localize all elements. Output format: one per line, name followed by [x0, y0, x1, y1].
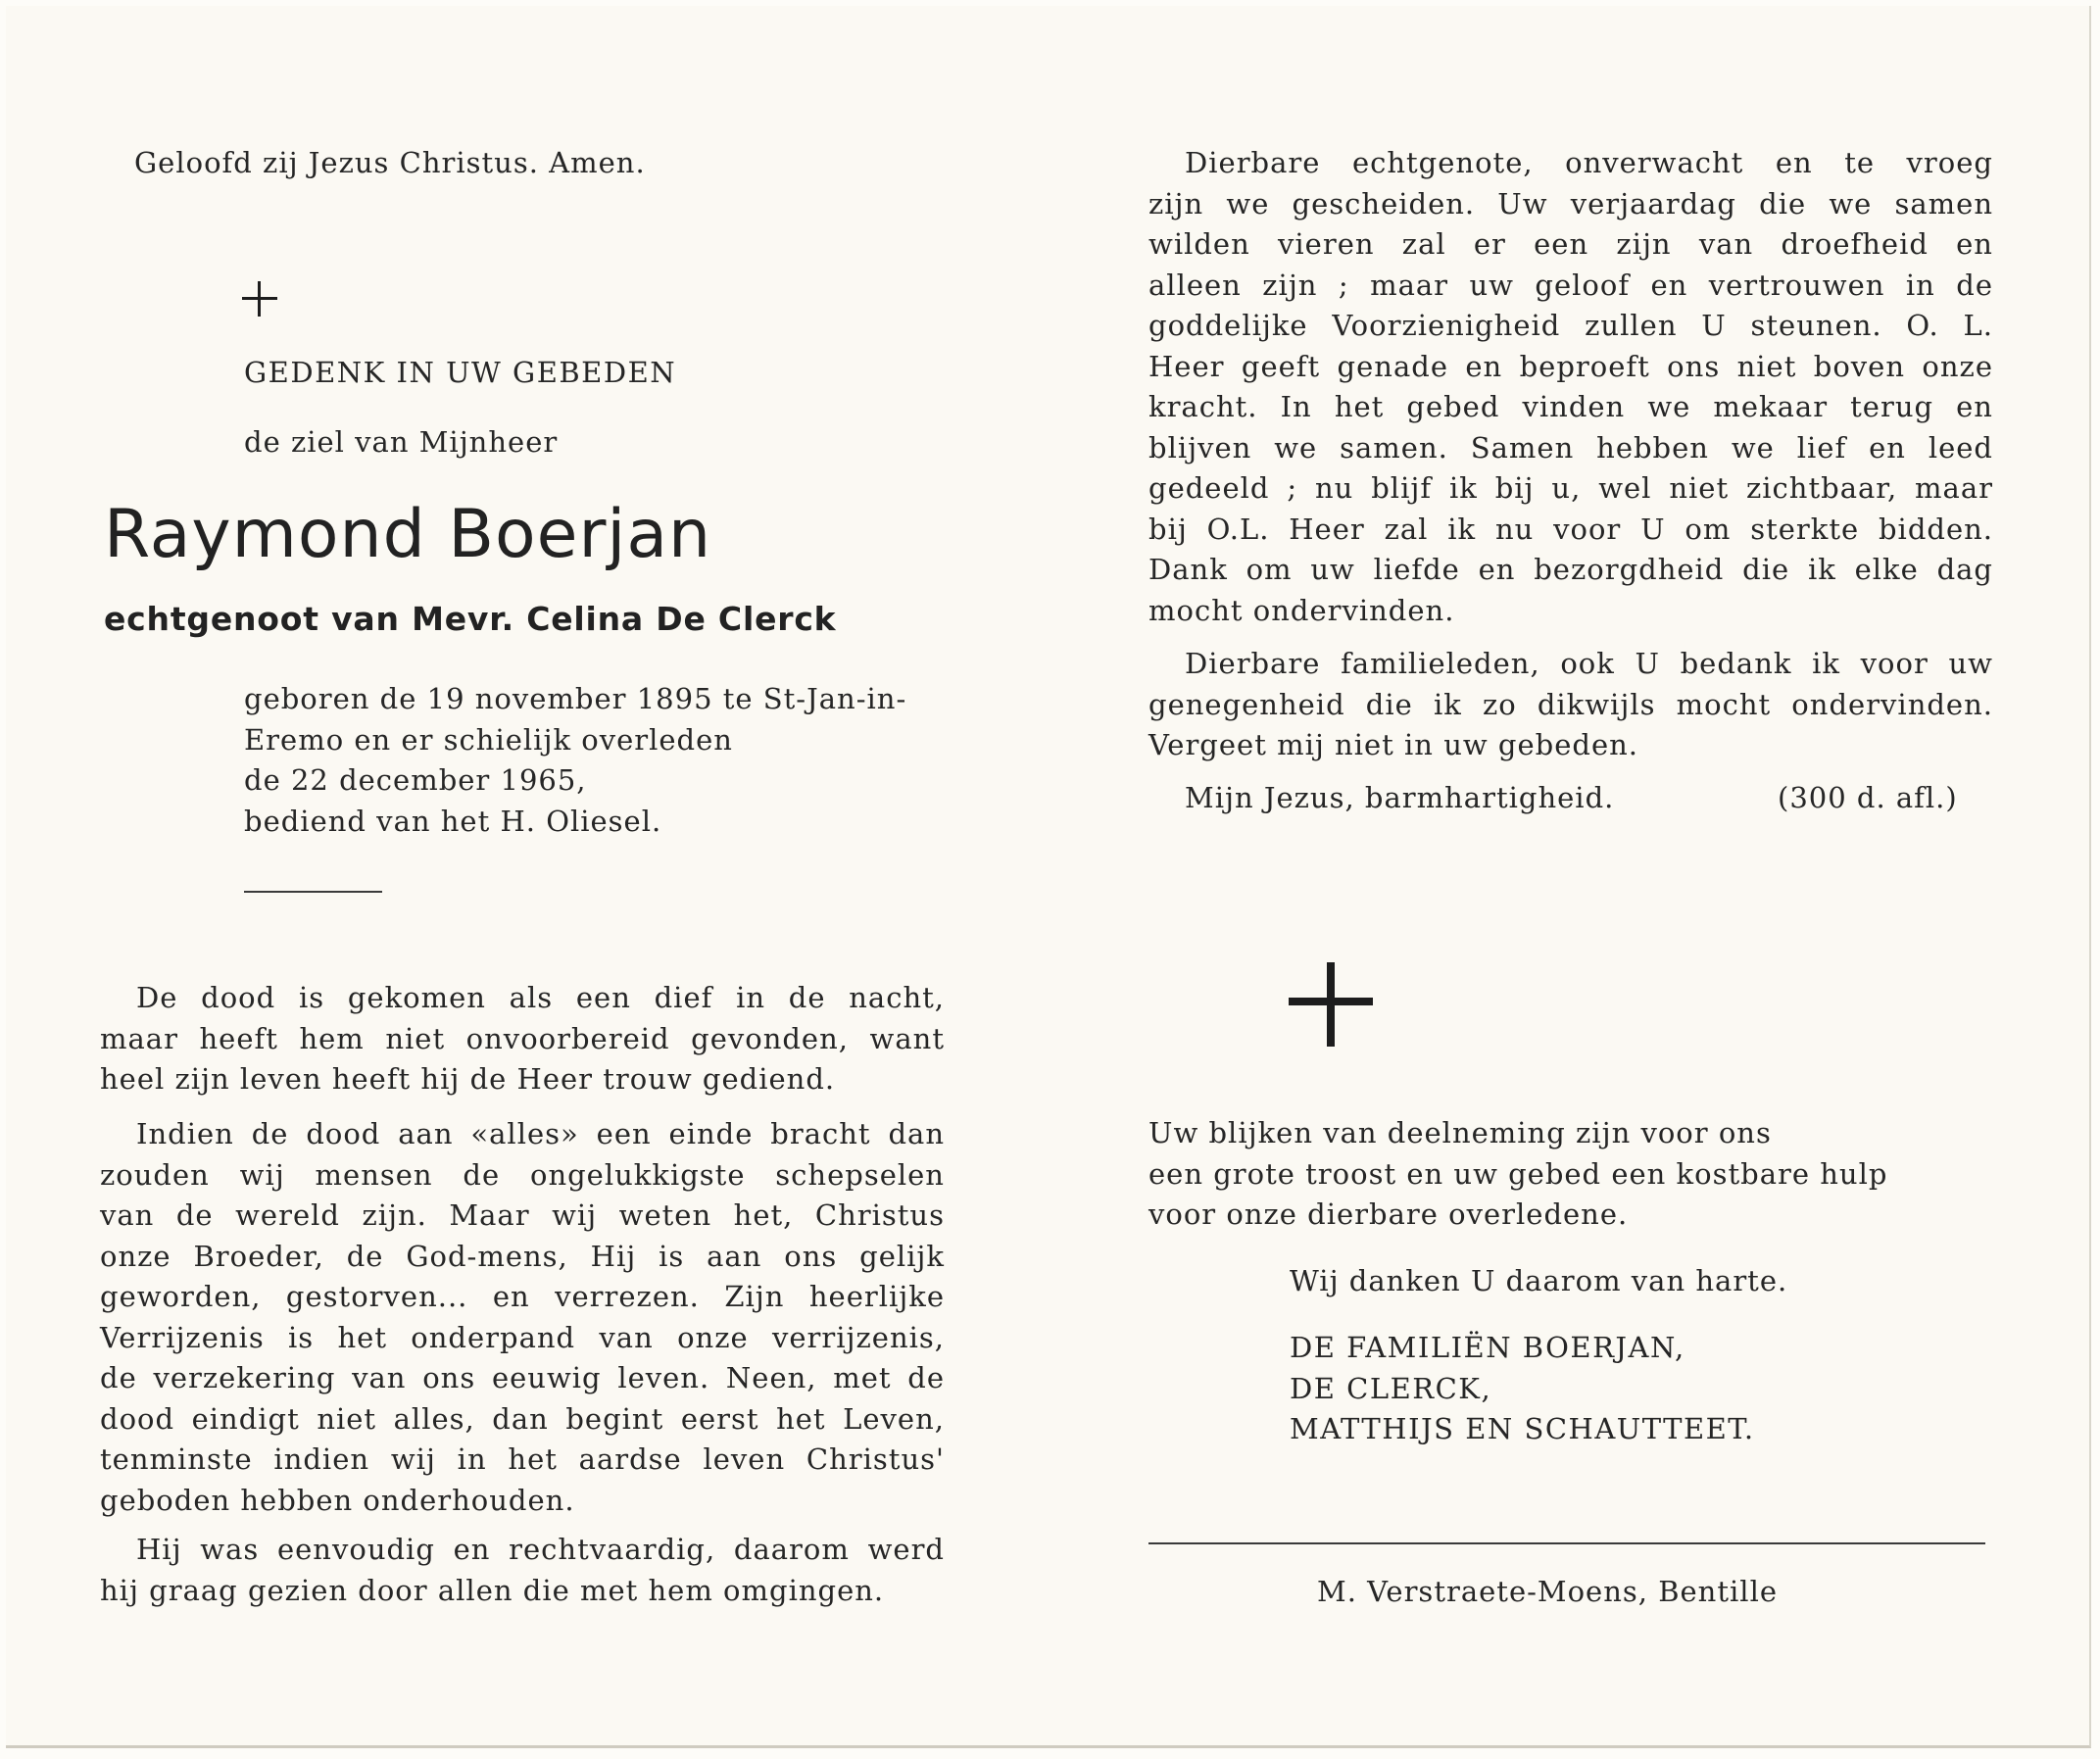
family-line: DE FAMILIËN BOERJAN,	[1290, 1331, 1685, 1364]
left-paragraph-2	[100, 1114, 945, 1521]
text-line: Vergeet mij niet in uw gebeden.	[1148, 728, 1638, 761]
text-line: dood eindigt niet alles, dan begint eerst het Leven,	[100, 1401, 945, 1436]
right-paragraph-2	[1148, 644, 1993, 766]
text-line: Dank om uw liefde en bezorgdheid die ik elke dag	[1148, 553, 1993, 586]
printer-credit: M. Verstraete-Moens, Bentille	[1317, 1575, 1779, 1608]
greeting: Geloofd zij Jezus Christus. Amen.	[134, 146, 646, 179]
text-line: geworden, gestorven... en verrezen. Zijn heerlijke	[100, 1280, 945, 1313]
text-line: wilden vieren zal er een zijn van droefheid en	[1148, 227, 1993, 261]
family-line: DE CLERCK,	[1290, 1371, 1492, 1405]
text-line: van de wereld zijn. Maar wij weten het, Christus	[100, 1198, 945, 1232]
text-line: De dood is gekomen als een dief in de nacht,	[136, 981, 945, 1014]
left-paragraph-1	[100, 978, 945, 1100]
bio-line: Eremo en er schielijk overleden	[244, 722, 733, 757]
text-line: kracht. In het gebed vinden we mekaar terug en	[1148, 390, 1993, 423]
bio-block	[244, 679, 906, 842]
text-line: Indien de dood aan «alles» een einde bracht dan	[136, 1117, 945, 1150]
families-block	[1290, 1328, 1755, 1450]
spouse-line: echtgenoot van Mevr. Celina De Clerck	[104, 600, 837, 638]
cross-icon	[1289, 962, 1373, 1047]
text-line: bij O.L. Heer zal ik nu voor U om sterkte bidden.	[1148, 512, 1993, 546]
text-line: hij graag gezien door allen die met hem omgingen.	[100, 1573, 885, 1607]
text-line: Hij was eenvoudig en rechtvaardig, daarom werd	[136, 1533, 945, 1566]
text-line: Heer geeft genade en beproeft ons niet boven onze	[1148, 349, 1993, 383]
text-line: goddelijke Voorzienigheid zullen U steunen. O. L.	[1148, 309, 1993, 342]
thanks-line: Wij danken U daarom van harte.	[1290, 1264, 1788, 1297]
deceased-name: Raymond Boerjan	[104, 496, 712, 573]
text-line: voor onze dierbare overledene.	[1148, 1197, 1629, 1231]
text-line: Dierbare familieleden, ook U bedank ik voor uw	[1185, 647, 1993, 680]
prayer-line: Mijn Jezus, barmhartigheid.	[1185, 781, 1615, 814]
text-line: Uw blijken van deelneming zijn voor ons	[1148, 1116, 1772, 1149]
indulgence-note: (300 d. afl.)	[1778, 781, 1958, 814]
bio-line: geboren de 19 november 1895 te St-Jan-in-	[244, 682, 907, 715]
divider-rule	[244, 891, 382, 893]
heading: GEDENK IN UW GEBEDEN	[244, 356, 677, 389]
bio-line: de 22 december 1965,	[244, 763, 587, 797]
text-line: zouden wij mensen de ongelukkigste schepselen	[100, 1157, 945, 1192]
text-line: tenminste indien wij in het aardse leven Christus'	[100, 1442, 945, 1476]
text-line: mocht ondervinden.	[1148, 593, 1455, 627]
thanks-paragraph	[1148, 1113, 1887, 1236]
bio-line: bediend van het H. Oliesel.	[244, 804, 662, 838]
text-line: de verzekering van ons eeuwig leven. Neen, met de	[100, 1361, 945, 1394]
text-line: geboden hebben onderhouden.	[100, 1483, 575, 1517]
text-line: onze Broeder, de God-mens, Hij is aan ons gelijk	[100, 1239, 945, 1273]
text-line: alleen zijn ; maar uw geloof en vertrouwen in de	[1148, 268, 1993, 302]
divider-rule	[1148, 1542, 1985, 1544]
text-line: zijn we gescheiden. Uw verjaardag die we samen	[1148, 186, 1993, 220]
text-line: heel zijn leven heeft hij de Heer trouw gediend.	[100, 1062, 836, 1096]
text-line: gedeeld ; nu blijf ik bij u, wel niet zichtbaar, maar	[1148, 471, 1993, 505]
left-paragraph-3	[100, 1530, 945, 1611]
cross-icon	[242, 281, 277, 317]
right-paragraph-1	[1148, 143, 1993, 631]
intro-text: de ziel van Mijnheer	[244, 425, 559, 459]
family-line: MATTHIJS EN SCHAUTTEET.	[1290, 1412, 1755, 1445]
text-line: een grote troost en uw gebed een kostbare hulp	[1148, 1156, 1888, 1191]
text-line: Dierbare echtgenote, onverwacht en te vroeg	[1185, 146, 1993, 179]
text-line: blijven we samen. Samen hebben we lief en leed	[1148, 430, 1993, 464]
text-line: genegenheid die ik zo dikwijls mocht ondervinden.	[1148, 687, 1993, 721]
text-line: maar heeft hem niet onvoorbereid gevonden, want	[100, 1021, 945, 1055]
memorial-card	[6, 6, 2091, 1748]
text-line: Verrijzenis is het onderpand van onze verrijzenis,	[100, 1320, 945, 1354]
